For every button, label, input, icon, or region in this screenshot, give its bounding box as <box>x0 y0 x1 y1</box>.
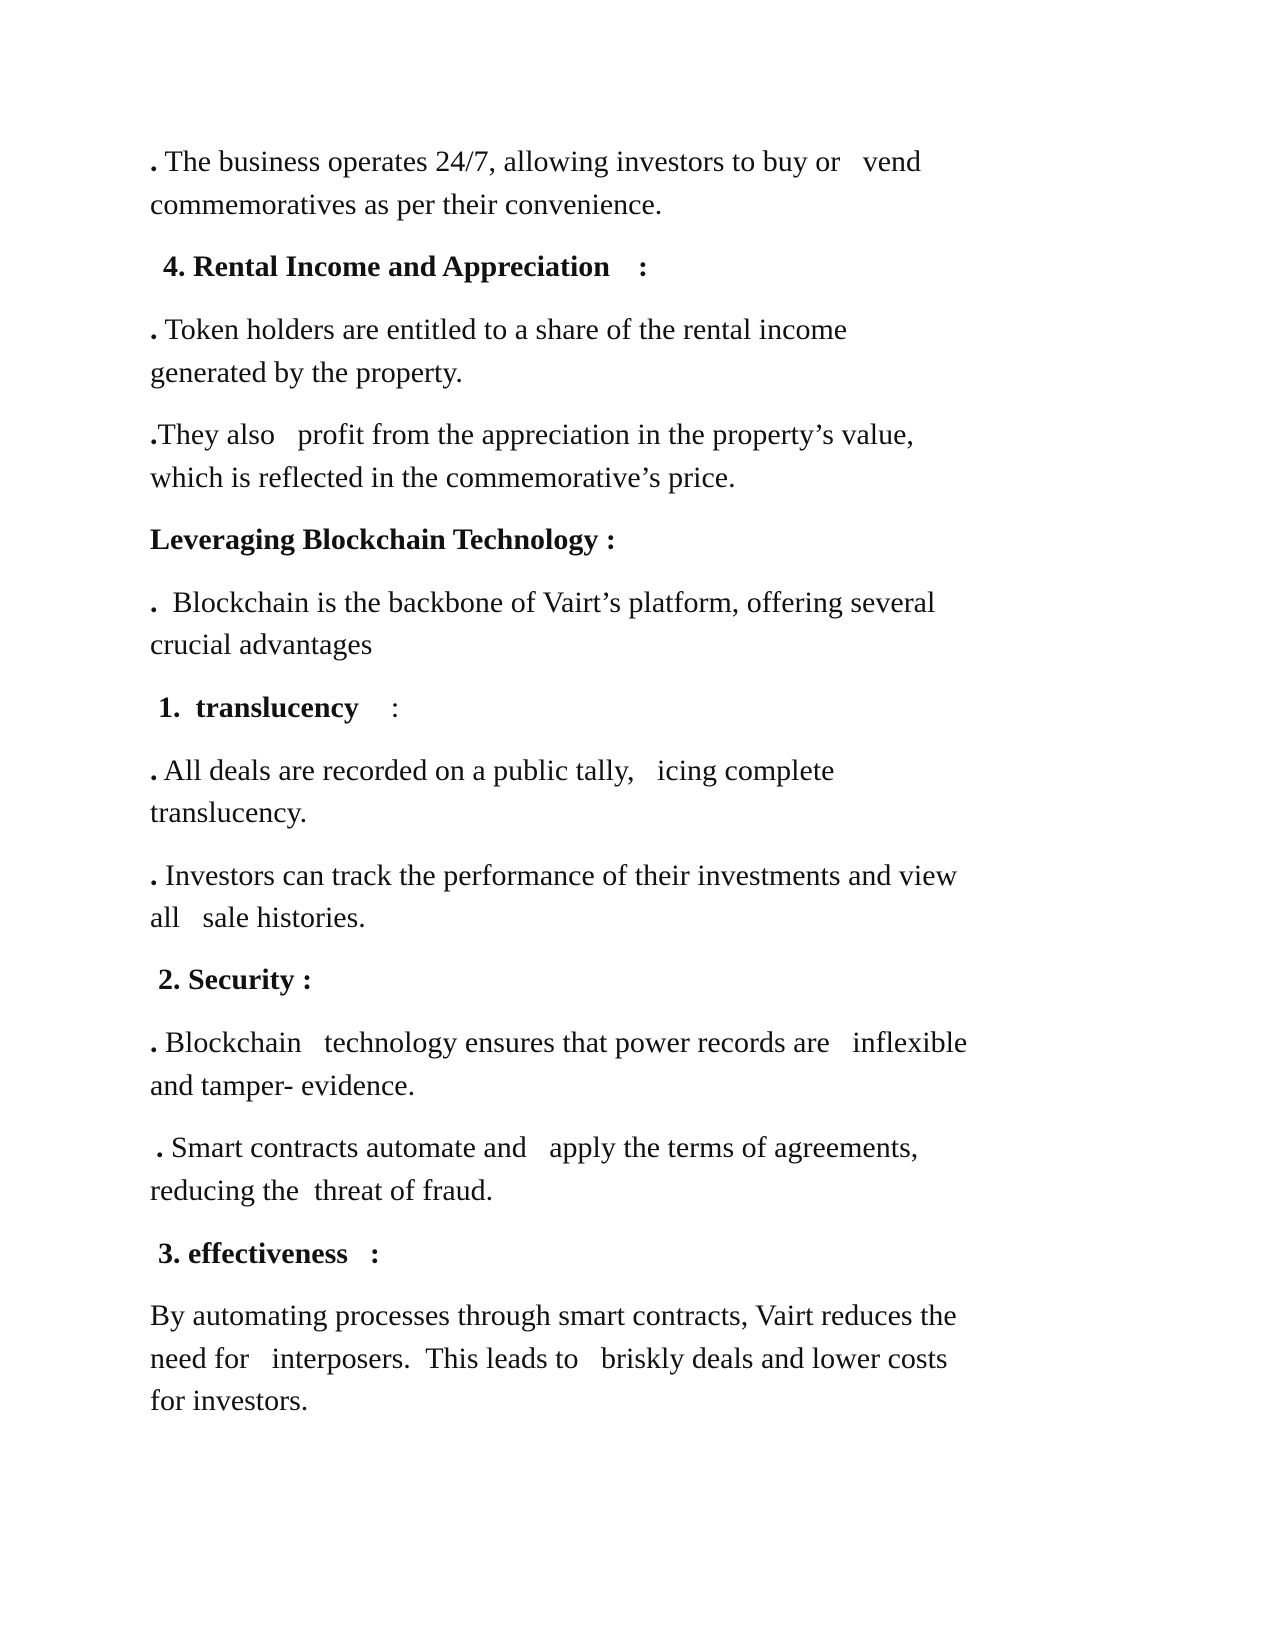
heading-number: 2. <box>158 963 181 996</box>
section-heading <box>158 960 312 1000</box>
paragraph-text: Smart contracts automate and apply the terms of agreements, <box>163 1131 919 1164</box>
heading-title: translucency <box>195 691 359 724</box>
paragraph-line: which is reflected in the commemorative’s price. <box>150 461 736 494</box>
paragraph-line: all sale histories. <box>150 901 366 934</box>
paragraph-line <box>150 856 957 896</box>
paragraph-line <box>150 310 847 350</box>
paragraph-text: All deals are recorded on a public tally, icing complete <box>157 754 835 787</box>
heading-number: 3. <box>158 1237 181 1270</box>
heading-title: Security : <box>188 963 313 996</box>
section-heading <box>163 247 648 287</box>
paragraph-line: crucial advantages <box>150 628 373 661</box>
bullet-dot: . <box>150 313 158 346</box>
bullet-dot: . <box>150 418 158 451</box>
paragraph-line: generated by the property. <box>150 356 463 389</box>
paragraph-text: They also profit from the appreciation in the property’s value, <box>157 418 914 451</box>
paragraph-line <box>150 415 914 455</box>
paragraph-line: and tamper- evidence. <box>150 1069 416 1102</box>
heading-number: 4. <box>163 250 186 283</box>
paragraph-line: By automating processes through smart contracts, Vairt reduces the <box>150 1299 957 1332</box>
paragraph-line <box>150 751 834 791</box>
section-heading: Leveraging Blockchain Technology : <box>150 523 616 556</box>
heading-colon: : <box>637 250 648 283</box>
bullet-dot: . <box>156 1131 164 1164</box>
paragraph-line <box>156 1128 918 1168</box>
paragraph-line: need for interposers. This leads to briskly deals and lower costs <box>150 1342 948 1375</box>
paragraph-text: Investors can track the performance of their investments and view <box>157 859 958 892</box>
heading-colon: : <box>390 691 400 724</box>
paragraph-line: reducing the threat of fraud. <box>150 1174 494 1207</box>
bullet-dot: . <box>150 859 158 892</box>
paragraph-text: Blockchain technology ensures that power records are inflexible <box>157 1026 968 1059</box>
bullet-dot: . <box>150 1026 158 1059</box>
paragraph-text: The business operates 24/7, allowing investors to buy or vend <box>157 145 922 178</box>
section-heading <box>158 688 399 728</box>
heading-title: Rental Income and Appreciation <box>193 250 610 283</box>
paragraph-line <box>150 1023 967 1063</box>
paragraph-line <box>150 583 935 623</box>
paragraph-line <box>150 142 921 182</box>
bullet-dot: . <box>150 586 158 619</box>
bullet-dot: . <box>150 754 158 787</box>
heading-number: 1. <box>158 691 181 724</box>
bullet-dot: . <box>150 145 158 178</box>
paragraph-text: Token holders are entitled to a share of the rental income <box>157 313 848 346</box>
heading-colon: : <box>369 1237 380 1270</box>
section-heading <box>158 1234 380 1274</box>
paragraph-line: translucency. <box>150 796 308 829</box>
paragraph-line: commemoratives as per their convenience. <box>150 188 663 221</box>
heading-title: effectiveness <box>188 1237 348 1270</box>
paragraph-line: for investors. <box>150 1384 309 1417</box>
paragraph-text: Blockchain is the backbone of Vairt’s platform, offering several <box>157 586 936 619</box>
